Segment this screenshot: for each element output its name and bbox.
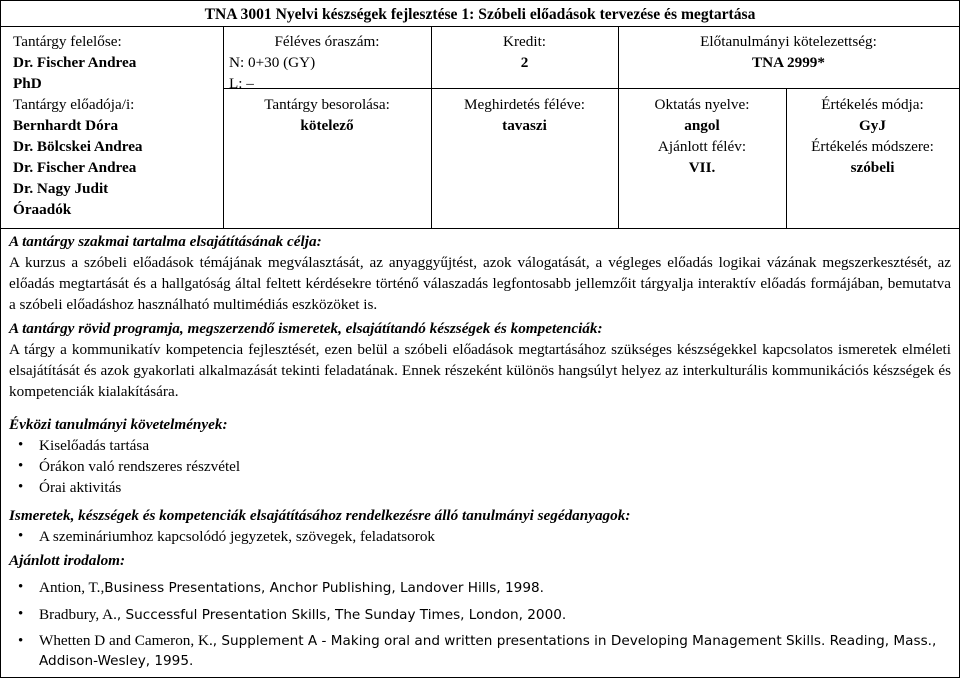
eloado-label: Tantárgy előadója/i:	[13, 96, 135, 113]
nyelv-value: angol	[684, 117, 720, 134]
divider	[1, 228, 959, 229]
irodalom-list	[9, 577, 951, 671]
ertekeles-mod-label: Értékelés módja:	[821, 96, 924, 113]
eloado-name: Dr. Bölcskei Andrea	[13, 138, 143, 155]
ertekeles-modszer-label: Értékelés módszere:	[811, 138, 934, 155]
elotanulmany-value: TNA 2999*	[752, 54, 825, 71]
kovetelmenyek-heading: Évközi tanulmányi követelmények:	[9, 416, 228, 433]
eloado-name: Dr. Nagy Judit	[13, 180, 109, 197]
segedanyagok-heading: Ismeretek, készségek és kompetenciák elsajátításához rendelkezésre álló tanulmányi segédanyagok:	[9, 507, 631, 524]
list-item: • A szemináriumhoz kapcsolódó jegyzetek, szövegek, feladatsorok	[9, 526, 951, 547]
cel-text: A kurzus a szóbeli előadások témájának megválasztását, az anyaggyűjtést, azok válogatását, a végleges előadás logikai vázának megszerkesztését, az előadás megtartását és a hallgatóság által feltett kérdésekre történő válaszadás legfontosabb jellemzőit tárgyalja interaktív előadás formájában, bemutatva a szóbeli előadáshoz használható multimédiás eszközöket is.	[9, 254, 951, 313]
cel-section	[9, 231, 951, 315]
list-item	[9, 577, 951, 599]
kovetelmenyek-section	[9, 414, 951, 498]
besorolas-label: Tantárgy besorolása:	[264, 96, 390, 113]
cel-heading: A tantárgy szakmai tartalma elsajátításának célja:	[9, 233, 322, 250]
ertekeles-modszer-value: szóbeli	[850, 159, 895, 176]
oraadok-label: Óraadók	[13, 201, 72, 218]
eloado-name: Dr. Fischer Andrea	[13, 159, 137, 176]
ajanlott-label: Ajánlott félév:	[657, 138, 747, 155]
kredit-value: 2	[520, 54, 529, 71]
program-heading: A tantárgy rövid programja, megszerzendő ismeretek, elsajátítandó készségek és kompetenciák:	[9, 320, 603, 337]
list-item: • Órákon való rendszeres részvétel	[9, 456, 951, 477]
oraszam-l: L: –	[229, 75, 254, 92]
irodalom-heading: Ajánlott irodalom:	[9, 552, 126, 569]
eloado-name: Bernhardt Dóra	[13, 117, 119, 134]
reference-title: , Successful Presentation Skills, The Sunday Times, London, 2000.	[116, 607, 567, 623]
elotanulmany-label: Előtanulmányi kötelezettség:	[700, 33, 877, 50]
meghirdetes-label: Meghirdetés féléve:	[463, 96, 586, 113]
reference-author: Whetten D and Cameron, K.	[39, 632, 213, 649]
nyelv-label: Oktatás nyelve:	[654, 96, 750, 113]
besorolas-value: kötelező	[300, 117, 354, 134]
list-item	[9, 604, 951, 626]
oraszam-n: N: 0+30 (GY)	[229, 54, 316, 71]
program-section	[9, 318, 951, 402]
program-text: A tárgy a kommunikatív kompetencia fejlesztését, ezen belül a szóbeli előadások megtartásához szükséges készségekkel kapcsolatos ismeretek elméleti elsajátítását és azok gyakorlati alkalmazását tekinti feladatának. Ennek részeként különös hangsúlyt helyez az interkulturális kommunikációs készségek és kompetenciák kialakítására.	[9, 341, 951, 400]
kredit-label: Kredit:	[502, 33, 547, 50]
segedanyagok-section	[9, 505, 951, 547]
course-title: TNA 3001 Nyelvi készségek fejlesztése 1: Szóbeli előadások tervezése és megtartása	[204, 6, 756, 23]
irodalom-section	[9, 550, 951, 671]
kovetelmenyek-list	[9, 435, 951, 498]
meghirdetes-value: tavaszi	[502, 117, 547, 134]
ajanlott-value: VII.	[688, 159, 716, 176]
reference-title: , Supplement A - Making oral and written presentations in Developing Management Skills. Reading, Mass., Addison-Wesley, 1995.	[39, 633, 937, 669]
felelos-title: PhD	[13, 75, 42, 92]
oraszam-label: Féléves óraszám:	[274, 33, 380, 50]
reference-title: Business Presentations, Anchor Publishing, Landover Hills, 1998.	[104, 580, 544, 596]
segedanyagok-list	[9, 526, 951, 547]
reference-author: Antion, T.,	[39, 579, 105, 596]
reference-author: Bradbury, A.	[39, 606, 117, 623]
divider	[1, 26, 959, 27]
ertekeles-mod-value: GyJ	[858, 117, 886, 134]
list-item	[9, 631, 951, 671]
felelos-name: Dr. Fischer Andrea	[13, 54, 137, 71]
divider	[223, 88, 959, 89]
list-item: • Kiselőadás tartása	[9, 435, 951, 456]
felelos-label: Tantárgy felelőse:	[13, 33, 122, 50]
list-item: • Órai aktivitás	[9, 477, 951, 498]
